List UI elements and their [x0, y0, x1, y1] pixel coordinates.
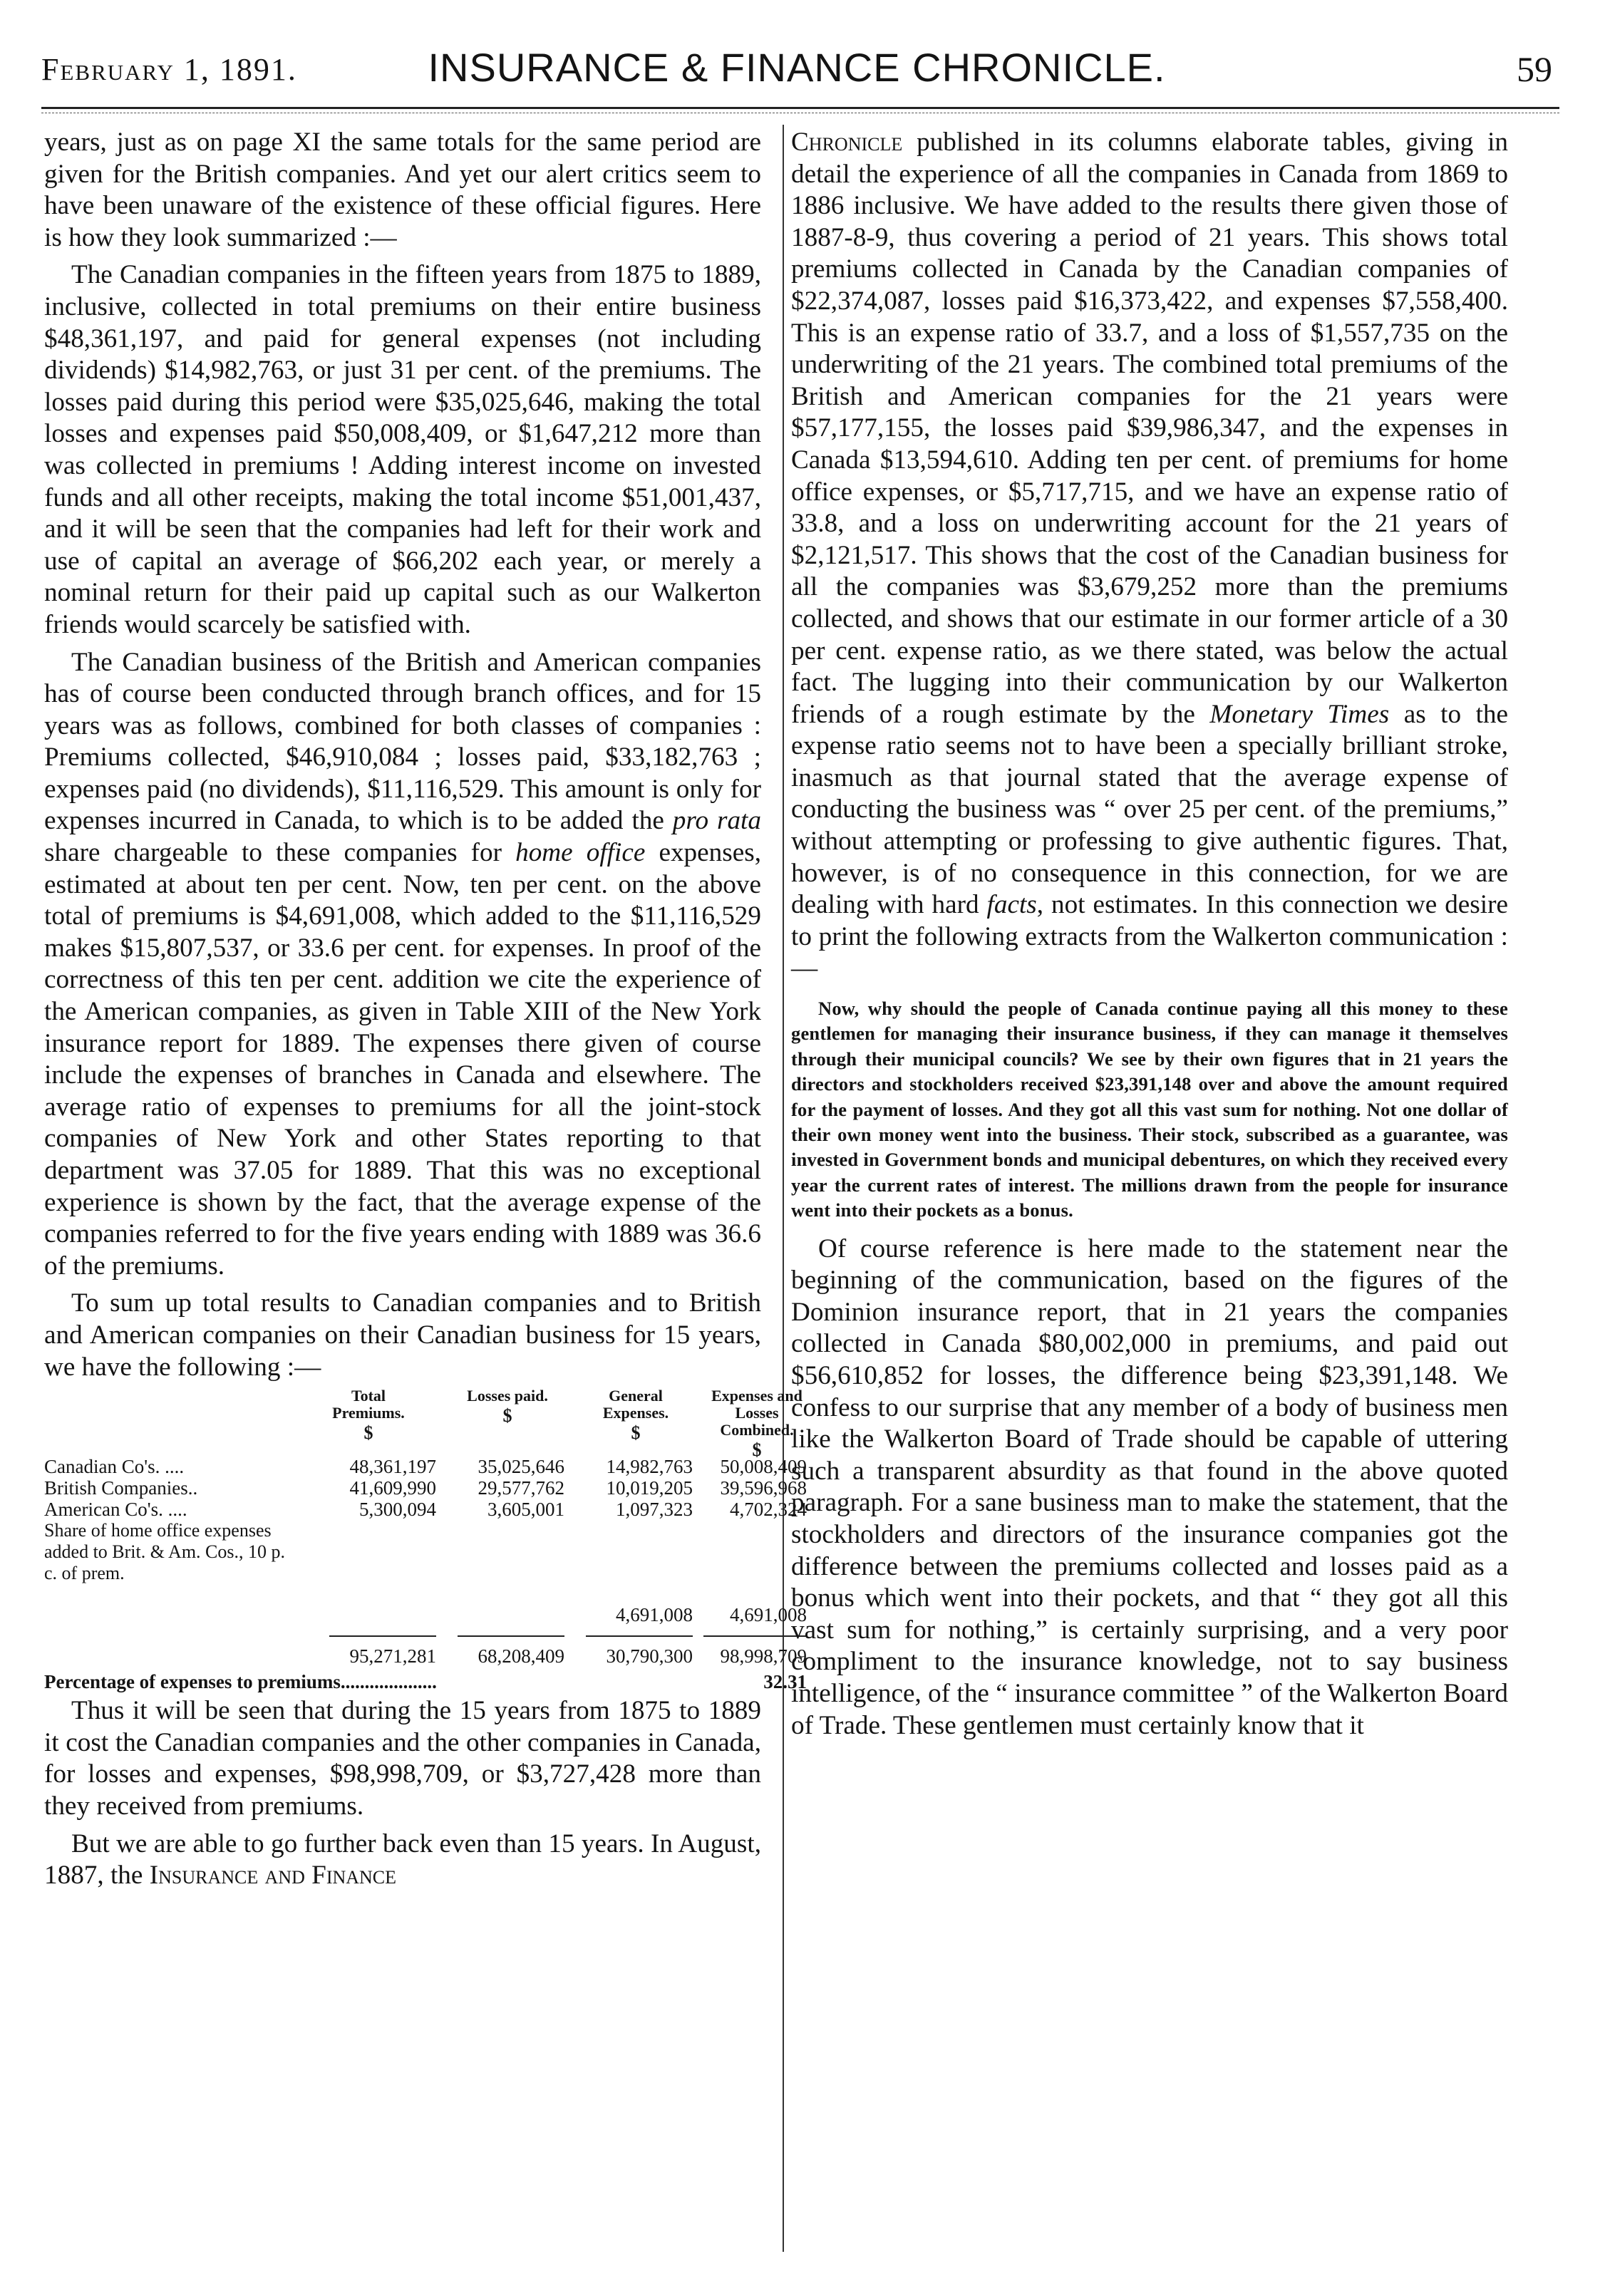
- header-rule: [41, 107, 1559, 109]
- table-row: American Co's. .... 5,300,094 3,605,001 1,097,323 4,702,324: [44, 1499, 807, 1521]
- column-header: Losses paid. $: [467, 1387, 548, 1427]
- italic-text: pro rata: [672, 806, 761, 836]
- right-column: [791, 127, 1508, 1742]
- paragraph: But we are able to go further back even than 15 years. In August, 1887, the Insurance and Finance: [44, 1829, 761, 1891]
- italic-text: home office: [515, 838, 646, 868]
- block-quote: Now, why should the people of Canada continue paying all this money to these gentlemen for managing their insurance business, if they can manage it themselves through their municipal councils? We see by their own figures that in 21 years the directors and stockholders received $23,391,148 over and above the amount required for the payment of losses. And they got all this vast sum for nothing. Not one dollar of their own money went into the business. Their stock, subscribed as a guarantee, was invested in Government bonds and municipal debentures, on which they received every year the current rates of interest. The millions drawn from the people for insurance went into their pockets as a bonus.: [791, 998, 1508, 1221]
- italic-text: facts: [986, 890, 1037, 920]
- totals-row: 95,271,281 68,208,409 30,790,300 98,998,709: [349, 1645, 807, 1667]
- column-header: Total Premiums. $: [332, 1387, 405, 1444]
- total-rule: [44, 1627, 761, 1645]
- paragraph: The Canadian companies in the fifteen years from 1875 to 1889, inclusive, collected in total premiums on their entire business $48,361,197, and paid for general expenses (not including dividends) $14,982,763, or just 31 per cent. of the premiums. The losses paid during this period were $35,025,646, making the total losses and expenses paid $50,008,409, or $1,647,212 more than was collected in premiums ! Adding interest income on invested funds and all other receipts, making the total income $51,001,437, and it will be seen that the companies had left for their work and use of capital an average of $66,202 each year, or merely a nominal return for their paid up capital such as our Walkerton friends would scarcely be satisfied with.: [44, 260, 761, 639]
- page-header: [41, 41, 1552, 98]
- table-row: British Companies.. 41,609,990 29,577,762 10,019,205 39,596,968: [44, 1477, 807, 1499]
- table-row: Canadian Co's. .... 48,361,197 35,025,646 14,982,763 50,008,409: [44, 1456, 807, 1478]
- column-header: General Expenses. $: [602, 1387, 669, 1444]
- paragraph: Chronicle published in its columns elaborate tables, giving in detail the experience of all the companies in Canada from 1869 to 1886 inclusive. We have added to the results there given those of 1887-8-9, thus covering a period of 21 years. This shows total premiums collected in Canada by the Canadian companies of $22,374,087, losses paid $16,373,422, and expenses $7,558,400. This is an expense ratio of 33.7, and a loss of $1,557,735 on the underwriting of the 21 years. The combined total premiums of the British and American companies for the 21 years were $57,177,155, the losses paid $39,986,347, and the expenses in Canada $13,594,610. Adding ten per cent. of premiums for home office expenses, or $5,717,715, and we have an expense ratio of 33.8, and a loss on underwriting account for the 21 years of $2,121,517. This shows that the cost of the Canadian business for all the companies was $3,679,252 more than the premiums collected, and shows that our estimate in our former article of a 30 per cent. expense ratio, as we there stated, was below the actual fact. The lugging into their communication by our Walkerton friends of a rough estimate by the Monetary Times as to the expense ratio seems not to have been a specially brilliant stroke, inasmuch as that journal stated that the average expense of conducting the business was “ over 25 per cent. of the premiums,” without attempting or professing to give authentic figures. That, however, is of no consequence in this connection, for we are dealing with hard facts, not estimates. In this connection we desire to print the following extracts from the Walkerton communication :—: [791, 128, 1508, 983]
- table-header: [44, 1387, 802, 1461]
- paragraph: years, just as on page XI the same totals for the same period are given for the British companies. And yet our alert critics seem to have been unaware of the existence of these official figures. Here is how they look summarized :—: [44, 128, 761, 252]
- paragraph: To sum up total results to Canadian companies and to British and American companies on their Canadian business for 15 years, we have the following :—: [44, 1288, 761, 1382]
- column-divider: [783, 125, 784, 2252]
- column-header: Expenses and Losses Combined. $: [711, 1387, 802, 1461]
- page-number: 59: [1517, 49, 1552, 89]
- paragraph: Thus it will be seen that during the 15 years from 1875 to 1889 it cost the Canadian companies and the other companies in Canada, for losses and expenses, $98,998,709, or $3,727,428 more than they received from premiums.: [44, 1696, 761, 1821]
- left-column: [44, 127, 807, 1892]
- percentage-row: Percentage of expenses to premiums.................... 32.31: [44, 1671, 807, 1693]
- italic-text: Monetary Times: [1209, 699, 1390, 729]
- paragraph: Of course reference is here made to the statement near the beginning of the communication, based on the figures of the Dominion insurance report, that in 21 years the companies collected in Canada $80,002,000 in premiums, and paid out $56,610,852 for losses, the difference being $23,391,148. We confess to our surprise that any member of a body of business men like the Walkerton Board of Trade should be capable of uttering such a transparent absurdity as that found in the above quoted paragraph. For a sane business man to make the statement, that the stockholders and directors of the insurance companies got the difference between the premiums collected and losses paid as a bonus which went into their pockets, and that “ they got all this vast sum for nothing,” is certainly surprising, and a very poor compliment to the insurance knowledge, not to say business intelligence, of the “ insurance committee ” of the Walkerton Board of Trade. These gentlemen must certainly know that it: [791, 1234, 1508, 1740]
- paragraph: The Canadian business of the British and American companies has of course been conducted through branch offices, and for 15 years was as follows, combined for both classes of companies : Premiums collected, $46,910,084 ; losses paid, $33,182,763 ; expenses paid (no dividends), $11,116,529. This amount is only for expenses incurred in Canada, to which is to be added the pro rata share chargeable to these companies for home office expenses, estimated at about ten per cent. Now, ten per cent. on the above total of premiums is $4,691,008, which added to the $11,116,529 makes $15,807,537, or 33.6 per cent. for expenses. In proof of the correctness of this ten per cent. addition we cite the experience of the American companies, as given in Table XIII of the New York insurance report for 1889. The expenses there given of course include the expenses of branches in Canada and elsewhere. The average ratio of expenses to premiums for all the joint-stock companies of New York and other States reporting to that department was 37.05 for 1889. That this was no exceptional experience is shown by the fact, that the average expense of the companies referred to for the five years ending with 1889 was 36.6 of the premiums.: [44, 647, 761, 1281]
- summary-table: [44, 1387, 807, 1695]
- table-row: Share of home office expenses added to Brit. & Am. Cos., 10 p. c. of prem. 4,691,008 4,691,008: [44, 1520, 807, 1626]
- header-date: February 1, 1891.: [41, 52, 297, 87]
- publication-title: INSURANCE & FINANCE CHRONICLE.: [428, 45, 1166, 90]
